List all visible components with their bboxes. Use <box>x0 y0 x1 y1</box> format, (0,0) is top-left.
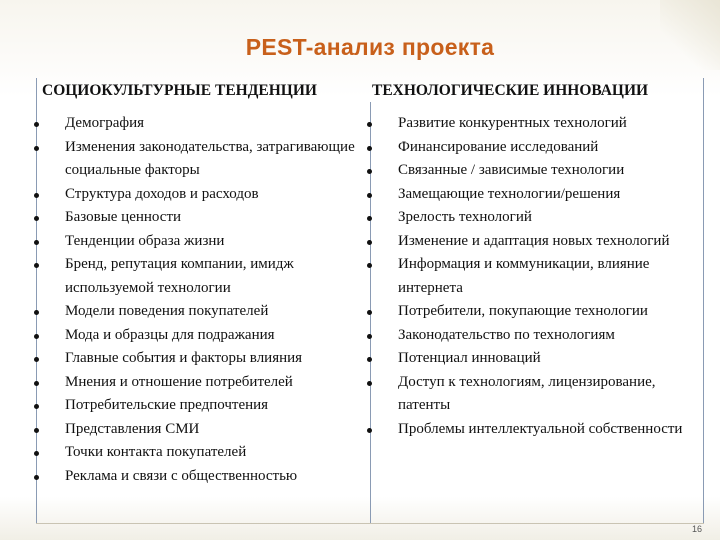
page-number: 16 <box>691 524 702 534</box>
bullet-icon <box>34 216 39 221</box>
bullet-icon <box>34 381 39 386</box>
list-item: Представления СМИ <box>37 418 367 442</box>
list-item: Модели поведения покупателей <box>37 300 367 324</box>
bullet-icon <box>34 451 39 456</box>
bullet-icon <box>34 240 39 245</box>
bullet-icon <box>367 428 372 433</box>
list-item: Зрелость технологий <box>375 206 705 230</box>
list-item: Проблемы интеллектуальной собственности <box>375 418 705 442</box>
bullet-icon <box>367 357 372 362</box>
list-item: Мнения и отношение потребителей <box>37 371 367 395</box>
list-item: Потенциал инноваций <box>375 347 705 371</box>
list-item: Связанные / зависимые технологии <box>375 159 705 183</box>
list-item: Финансирование исследований <box>375 136 705 160</box>
bullet-icon <box>367 169 372 174</box>
list-item: Базовые ценности <box>37 206 367 230</box>
right-column-list <box>375 112 705 441</box>
bullet-icon <box>367 216 372 221</box>
bullet-icon <box>367 240 372 245</box>
list-item: Изменение и адаптация новых технологий <box>375 230 705 254</box>
list-item: Структура доходов и расходов <box>37 183 367 207</box>
bullet-icon <box>34 334 39 339</box>
list-item: Замещающие технологии/решения <box>375 183 705 207</box>
bullet-icon <box>367 334 372 339</box>
list-item: Доступ к технологиям, лицензирование, патенты <box>375 371 705 418</box>
left-column-header: СОЦИОКУЛЬТУРНЫЕ ТЕНДЕНЦИИ <box>42 82 317 99</box>
bullet-icon <box>34 404 39 409</box>
pest-table <box>36 78 704 524</box>
list-item: Демография <box>37 112 367 136</box>
right-column-header: ТЕХНОЛОГИЧЕСКИЕ ИННОВАЦИИ <box>372 82 649 99</box>
list-item: Мода и образцы для подражания <box>37 324 367 348</box>
bullet-icon <box>367 310 372 315</box>
bullet-icon <box>367 122 372 127</box>
list-item: Развитие конкурентных технологий <box>375 112 705 136</box>
bullet-icon <box>34 263 39 268</box>
list-item: Потребительские предпочтения <box>37 394 367 418</box>
bullet-icon <box>367 146 372 151</box>
list-item: Точки контакта покупателей <box>37 441 367 465</box>
bullet-icon <box>34 310 39 315</box>
bullet-icon <box>34 428 39 433</box>
bullet-icon <box>34 475 39 480</box>
list-item: Изменения законодательства, затрагивающие социальные факторы <box>37 136 367 183</box>
list-item: Главные события и факторы влияния <box>37 347 367 371</box>
bullet-icon <box>34 193 39 198</box>
list-item: Тенденции образа жизни <box>37 230 367 254</box>
bullet-icon <box>34 146 39 151</box>
list-item: Информация и коммуникации, влияние интернета <box>375 253 705 300</box>
list-item: Законодательство по технологиям <box>375 324 705 348</box>
list-item: Реклама и связи с общественностью <box>37 465 367 489</box>
bullet-icon <box>34 357 39 362</box>
bullet-icon <box>367 381 372 386</box>
bullet-icon <box>367 263 372 268</box>
bullet-icon <box>34 122 39 127</box>
bullet-icon <box>367 193 372 198</box>
slide-title: PEST-анализ проекта <box>245 34 495 60</box>
list-item: Бренд, репутация компании, имидж используемой технологии <box>37 253 367 300</box>
left-column-list <box>37 112 367 488</box>
list-item: Потребители, покупающие технологии <box>375 300 705 324</box>
footer-rule <box>36 523 704 524</box>
